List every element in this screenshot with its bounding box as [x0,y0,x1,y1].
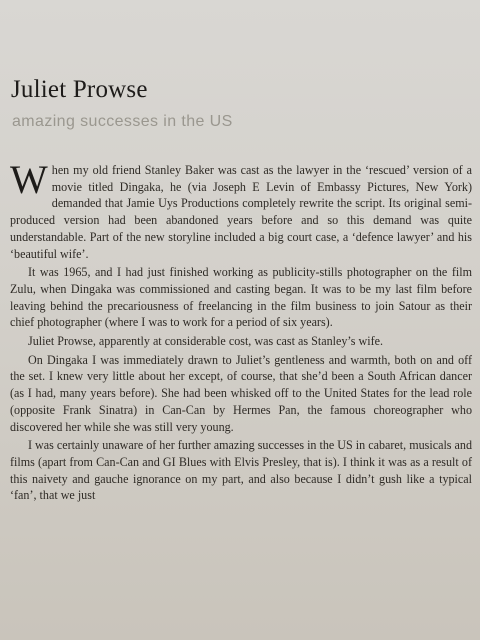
paragraph-2: It was 1965, and I had just finished working as publicity-stills photographer on the film Zulu, when Dingaka was commissioned and casting began. It was to be my last film before leaving behind the precariousness of freelancing in the film business to join Satour as their chief photographer (where I was to work for a period of six years). [10,265,472,330]
chapter-subtitle: amazing successes in the US [12,113,233,130]
drop-cap: W [10,157,48,202]
paragraph-3: Juliet Prowse, apparently at considerable cost, was cast as Stanley’s wife. [28,334,383,349]
paragraph-1-text: hen my old friend Stanley Baker was cast as the lawyer in the ‘rescued’ version of a movie titled Dingaka, he (via Joseph E Levin of Embassy Pictures, New York) demanded that Jamie Uys Productions completely rewrite the script. Its original semi-produced version had been abandoned years before and so this demand was quite understandable. Part of the new storyline included a big court case, a ‘defence lawyer’ and his ‘beautiful wife’. [10,163,472,261]
paragraph-1 [10,157,472,262]
paragraph-5: I was certainly unaware of her further amazing successes in the US in cabaret, musicals and films (apart from Can-Can and GI Blues with Elvis Presley, that is). I think it was as a result of this naivety and gauche ignorance on my part, and also because I didn’t gush like a typical ‘fan’, that we just [10,438,472,503]
paragraph-4: On Dingaka I was immediately drawn to Juliet’s gentleness and warmth, both on and off the set. I knew very little about her except, of course, that she’d been a South African dancer (as I had, many years before). She had been whisked off to the United States for the lead role (opposite Frank Sinatra) in Can-Can by Hermes Pan, the famous choreographer who discovered her while she was still very young. [10,352,472,434]
chapter-title: Juliet Prowse [11,76,148,103]
article-body [10,157,472,504]
